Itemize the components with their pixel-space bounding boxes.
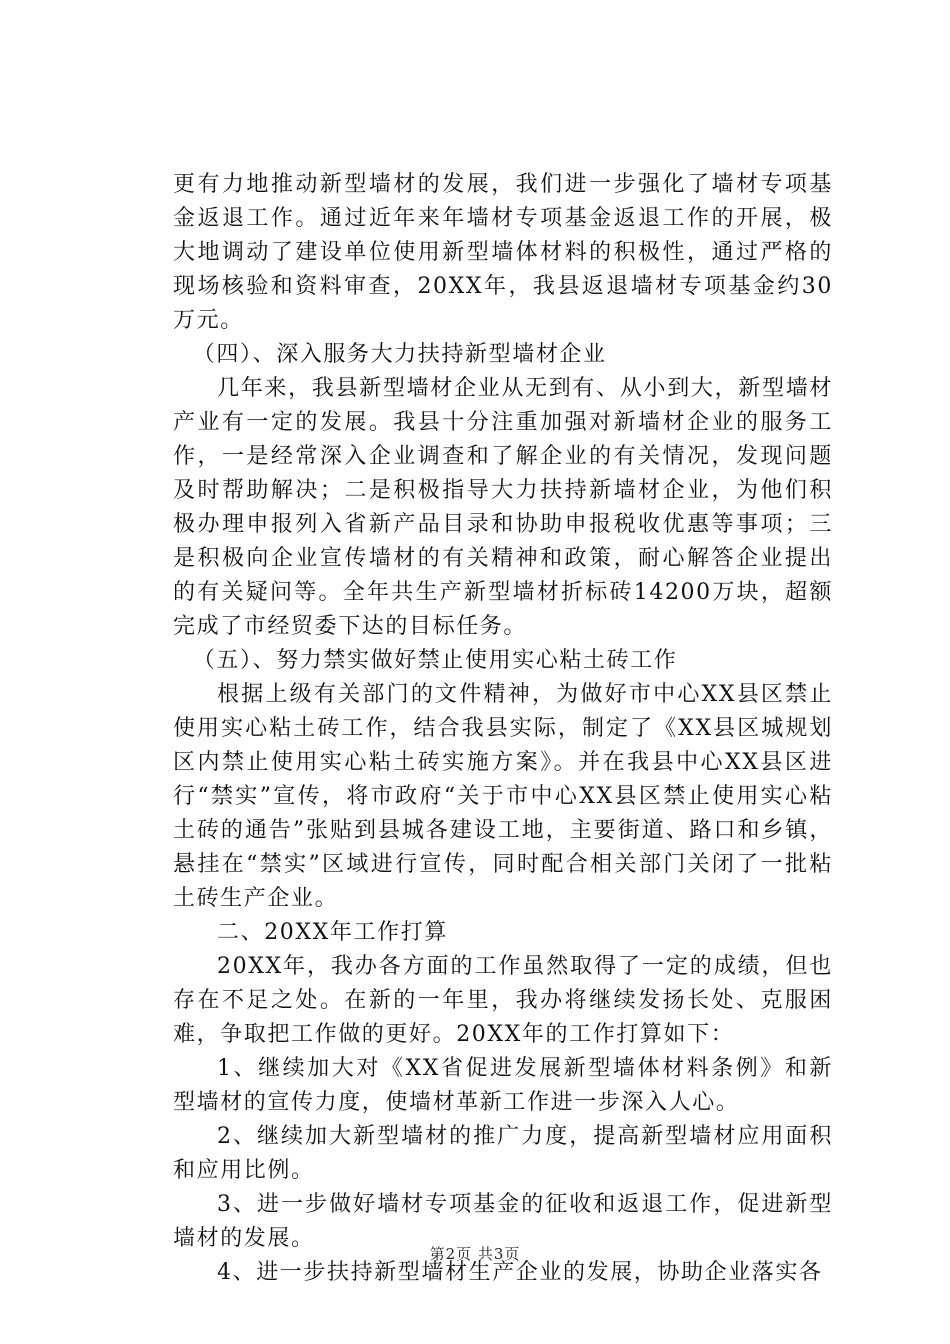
section-heading-4: （四）、深入服务大力扶持新型墙材企业 <box>192 342 607 367</box>
paragraph-enterprise-support: 几年来，我县新型墙材企业从无到有、从小到大，新型墙材产业有一定的发展。我县十分注重加强对新墙材企业的服务工作，一是经常深入企业调查和了解企业的有关情况，发现问题及时帮助解决；二是积极指导大力扶持新墙材企业，为他们积极办理申报列入省新产品目录和协助申报税收优惠等事项；三是积极向企业宣传墙材的有关精神和政策，耐心解答企业提出的有关疑问等。全年共生产新型墙材折标砖14200万块，超额完成了市经贸委下达的目标任务。 <box>173 376 833 639</box>
section-heading-5: （五）、努力禁实做好禁止使用实心粘土砖工作 <box>192 648 678 673</box>
paragraph-plan-intro: 20XX年，我办各方面的工作虽然取得了一定的成绩，但也存在不足之处。在新的一年里，我办将继续发扬长处、克服困难，争取把工作做的更好。20XX年的工作打算如下： <box>173 954 833 1047</box>
section-heading-plan: 二、20XX年工作打算 <box>217 920 448 945</box>
list-item-3: 3、进一步做好墙材专项基金的征收和返退工作，促进新型墙材的发展。 <box>173 1192 833 1251</box>
paragraph-clay-brick-ban: 根据上级有关部门的文件精神，为做好市中心XX县区禁止使用实心粘土砖工作，结合我县实际，制定了《XX县区城规划区内禁止使用实心粘土砖实施方案》。并在我县中心XX县区进行“禁实”宣传，将市政府“关于市中心XX县区禁止使用实心粘土砖的通告”张贴到县城各建设工地，主要街道、路口和乡镇，悬挂在“禁实”区域进行宣传，同时配合相关部门关闭了一批粘土砖生产企业。 <box>173 682 833 911</box>
list-item-4: 4、进一步扶持新型墙材生产企业的发展，协助企业落实各 <box>217 1260 823 1285</box>
page-footer: 第2页 共3页 <box>429 1245 521 1263</box>
list-item-2: 2、继续加大新型墙材的推广力度，提高新型墙材应用面积和应用比例。 <box>173 1124 833 1183</box>
document-body <box>173 168 833 1290</box>
paragraph-fund-refund: 更有力地推动新型墙材的发展，我们进一步强化了墙材专项基金返退工作。通过近年来年墙材专项基金返退工作的开展，极大地调动了建设单位使用新型墙体材料的积极性，通过严格的现场核验和资料审查，20XX年，我县返退墙材专项基金约30万元。 <box>173 172 833 333</box>
list-item-1: 1、继续加大对《XX省促进发展新型墙体材料条例》和新型墙材的宣传力度，使墙材革新工作进一步深入人心。 <box>173 1056 833 1115</box>
